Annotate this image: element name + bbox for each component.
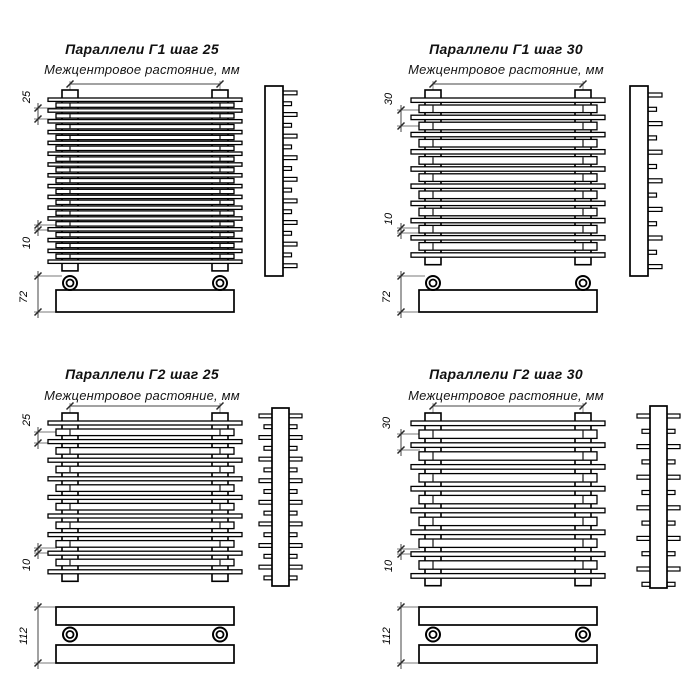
side-tube-stub: [666, 567, 680, 571]
dimension-label: 10: [21, 236, 33, 250]
tube-front-row: [419, 122, 597, 130]
quadrant-title-g1-step30: Параллели Г1 шаг 30: [429, 41, 583, 57]
bottom-view-tube-row: [419, 645, 597, 663]
tube-back-row: [411, 98, 605, 102]
collector-pipe-bore: [580, 280, 587, 287]
quadrant-g1_step30: [381, 81, 662, 319]
collector-pipe-bore: [217, 631, 224, 638]
tube-back-row: [411, 132, 605, 136]
tube-back-row: [48, 228, 242, 231]
tube-front-row: [56, 157, 234, 161]
side-tube-stub: [282, 264, 297, 268]
side-tube-stub: [637, 445, 651, 449]
side-tube-stub: [282, 134, 297, 138]
tube-front-row: [419, 157, 597, 165]
tube-back-row: [411, 150, 605, 154]
collector-pipe-bore: [430, 280, 437, 287]
tube-back-row: [411, 508, 605, 513]
quadrant-title-g2-step30: Параллели Г2 шаг 30: [429, 366, 583, 382]
tube-back-row: [48, 174, 242, 177]
dimension-label: 72: [18, 290, 30, 304]
dimension-label: 10: [383, 559, 395, 573]
tube-back-row: [48, 98, 242, 101]
tube-front-row: [56, 559, 234, 566]
side-tube-stub: [637, 414, 651, 418]
tube-back-row: [411, 574, 605, 579]
tube-front-row: [56, 179, 234, 183]
tube-back-row: [411, 552, 605, 557]
quadrant-subtitle-g2-step25: Межцентровое растояние, мм: [44, 388, 240, 403]
side-tube-stub: [259, 522, 273, 526]
quadrant-title-g1-step25: Параллели Г1 шаг 25: [65, 41, 219, 57]
dimension-label: 72: [381, 290, 393, 304]
side-tube-stub: [282, 199, 297, 203]
tube-front-row: [419, 243, 597, 251]
dimension-label: 25: [21, 413, 33, 427]
side-tube-stub: [259, 457, 273, 461]
tube-front-row: [56, 522, 234, 529]
tube-back-row: [48, 495, 242, 499]
tube-front-row: [56, 448, 234, 455]
tube-back-row: [411, 253, 605, 257]
side-tube-stub: [666, 445, 680, 449]
tube-back-row: [48, 184, 242, 187]
side-tube-stub: [288, 414, 302, 418]
tube-front-row: [419, 452, 597, 460]
quadrant-subtitle-g1-step25: Межцентровое растояние, мм: [44, 62, 240, 77]
side-tube-stub: [282, 91, 297, 95]
dimension-label: 30: [383, 92, 395, 106]
collector-pipe-bore: [67, 631, 74, 638]
side-tube-stub: [637, 506, 651, 510]
tube-front-row: [419, 139, 597, 147]
tube-back-row: [411, 465, 605, 470]
tube-front-row: [419, 225, 597, 233]
tube-back-row: [48, 152, 242, 155]
side-collector-bar: [265, 86, 283, 276]
tube-back-row: [48, 249, 242, 252]
bottom-view-tube-row: [56, 290, 234, 312]
quadrant-title-g2-step25: Параллели Г2 шаг 25: [65, 366, 219, 382]
side-collector-bar: [650, 406, 667, 588]
side-tube-stub: [282, 113, 297, 117]
tube-back-row: [48, 533, 242, 537]
tube-back-row: [48, 163, 242, 166]
bottom-view-tube-row: [56, 645, 234, 663]
dimension-label: 112: [18, 627, 30, 645]
tube-back-row: [411, 201, 605, 205]
tube-front-row: [56, 200, 234, 204]
side-tube-stub: [647, 265, 662, 269]
tube-back-row: [411, 184, 605, 188]
tube-front-row: [419, 561, 597, 569]
quadrant-g1_step25: [18, 81, 297, 319]
tube-front-row: [56, 168, 234, 172]
dimension-label: 10: [21, 558, 33, 572]
side-tube-stub: [637, 475, 651, 479]
side-tube-stub: [259, 565, 273, 569]
tube-front-row: [56, 135, 234, 139]
tube-front-row: [419, 539, 597, 547]
side-tube-stub: [288, 436, 302, 440]
tube-back-row: [411, 443, 605, 448]
side-tube-stub: [259, 544, 273, 548]
side-tube-stub: [647, 122, 662, 126]
tube-back-row: [48, 440, 242, 444]
tube-front-row: [56, 243, 234, 247]
side-tube-stub: [647, 179, 662, 183]
tube-back-row: [411, 421, 605, 426]
side-tube-stub: [647, 93, 662, 97]
dimension-label: 10: [383, 212, 395, 226]
tube-back-row: [48, 238, 242, 241]
tube-front-row: [56, 254, 234, 258]
quadrant-g2_step30: [381, 403, 680, 670]
bottom-view-tube-row: [419, 607, 597, 625]
tube-front-row: [56, 541, 234, 548]
side-tube-stub: [637, 536, 651, 540]
tube-front-row: [419, 517, 597, 525]
tube-back-row: [48, 206, 242, 209]
tube-front-row: [56, 503, 234, 510]
tube-back-row: [48, 260, 242, 263]
side-tube-stub: [259, 500, 273, 504]
side-collector-bar: [272, 408, 289, 586]
side-tube-stub: [666, 414, 680, 418]
bottom-view-tube-row: [419, 290, 597, 312]
collector-pipe-bore: [67, 280, 74, 287]
tube-front-row: [419, 474, 597, 482]
tube-front-row: [56, 429, 234, 436]
tube-front-row: [56, 146, 234, 150]
side-tube-stub: [288, 457, 302, 461]
quadrant-g2_step25: [18, 403, 302, 670]
side-tube-stub: [288, 479, 302, 483]
side-tube-stub: [259, 479, 273, 483]
side-tube-stub: [637, 567, 651, 571]
tube-back-row: [48, 195, 242, 198]
tube-back-row: [48, 458, 242, 462]
tube-front-row: [56, 466, 234, 473]
bottom-view-tube-row: [56, 607, 234, 625]
side-tube-stub: [288, 522, 302, 526]
tube-front-row: [419, 174, 597, 182]
tube-back-row: [48, 130, 242, 133]
tube-back-row: [48, 421, 242, 425]
tube-back-row: [411, 530, 605, 535]
tube-front-row: [56, 125, 234, 129]
side-tube-stub: [282, 156, 297, 160]
tube-front-row: [419, 191, 597, 199]
tube-front-row: [419, 495, 597, 503]
side-tube-stub: [288, 500, 302, 504]
side-tube-stub: [282, 242, 297, 246]
dimension-label: 25: [21, 90, 33, 104]
tube-back-row: [48, 120, 242, 123]
tube-back-row: [411, 115, 605, 119]
collector-pipe-bore: [217, 280, 224, 287]
tube-front-row: [56, 114, 234, 118]
tube-front-row: [56, 211, 234, 215]
tube-back-row: [48, 109, 242, 112]
side-tube-stub: [282, 177, 297, 181]
tube-front-row: [56, 485, 234, 492]
tube-back-row: [48, 217, 242, 220]
tube-front-row: [419, 430, 597, 438]
tube-back-row: [411, 167, 605, 171]
tube-back-row: [48, 514, 242, 518]
tube-front-row: [56, 103, 234, 107]
quadrant-subtitle-g2-step30: Межцентровое растояние, мм: [408, 388, 604, 403]
side-tube-stub: [647, 150, 662, 154]
side-tube-stub: [666, 506, 680, 510]
tube-front-row: [56, 189, 234, 193]
dimension-label: 112: [381, 627, 393, 645]
side-tube-stub: [666, 536, 680, 540]
side-tube-stub: [259, 414, 273, 418]
side-tube-stub: [647, 236, 662, 240]
tube-back-row: [48, 477, 242, 481]
tube-back-row: [48, 570, 242, 574]
tube-front-row: [419, 208, 597, 216]
side-tube-stub: [666, 475, 680, 479]
dimension-label: 30: [381, 416, 393, 430]
side-tube-stub: [288, 544, 302, 548]
collector-pipe-bore: [430, 631, 437, 638]
tube-back-row: [48, 141, 242, 144]
side-tube-stub: [647, 207, 662, 211]
quadrant-subtitle-g1-step30: Межцентровое растояние, мм: [408, 62, 604, 77]
side-collector-bar: [630, 86, 648, 276]
tube-back-row: [48, 551, 242, 555]
tube-front-row: [419, 105, 597, 113]
tube-back-row: [411, 236, 605, 240]
collector-pipe-bore: [580, 631, 587, 638]
tube-front-row: [56, 233, 234, 237]
side-tube-stub: [288, 565, 302, 569]
side-tube-stub: [259, 436, 273, 440]
tube-back-row: [411, 486, 605, 491]
tube-back-row: [411, 218, 605, 222]
tube-front-row: [56, 222, 234, 226]
side-tube-stub: [282, 221, 297, 225]
